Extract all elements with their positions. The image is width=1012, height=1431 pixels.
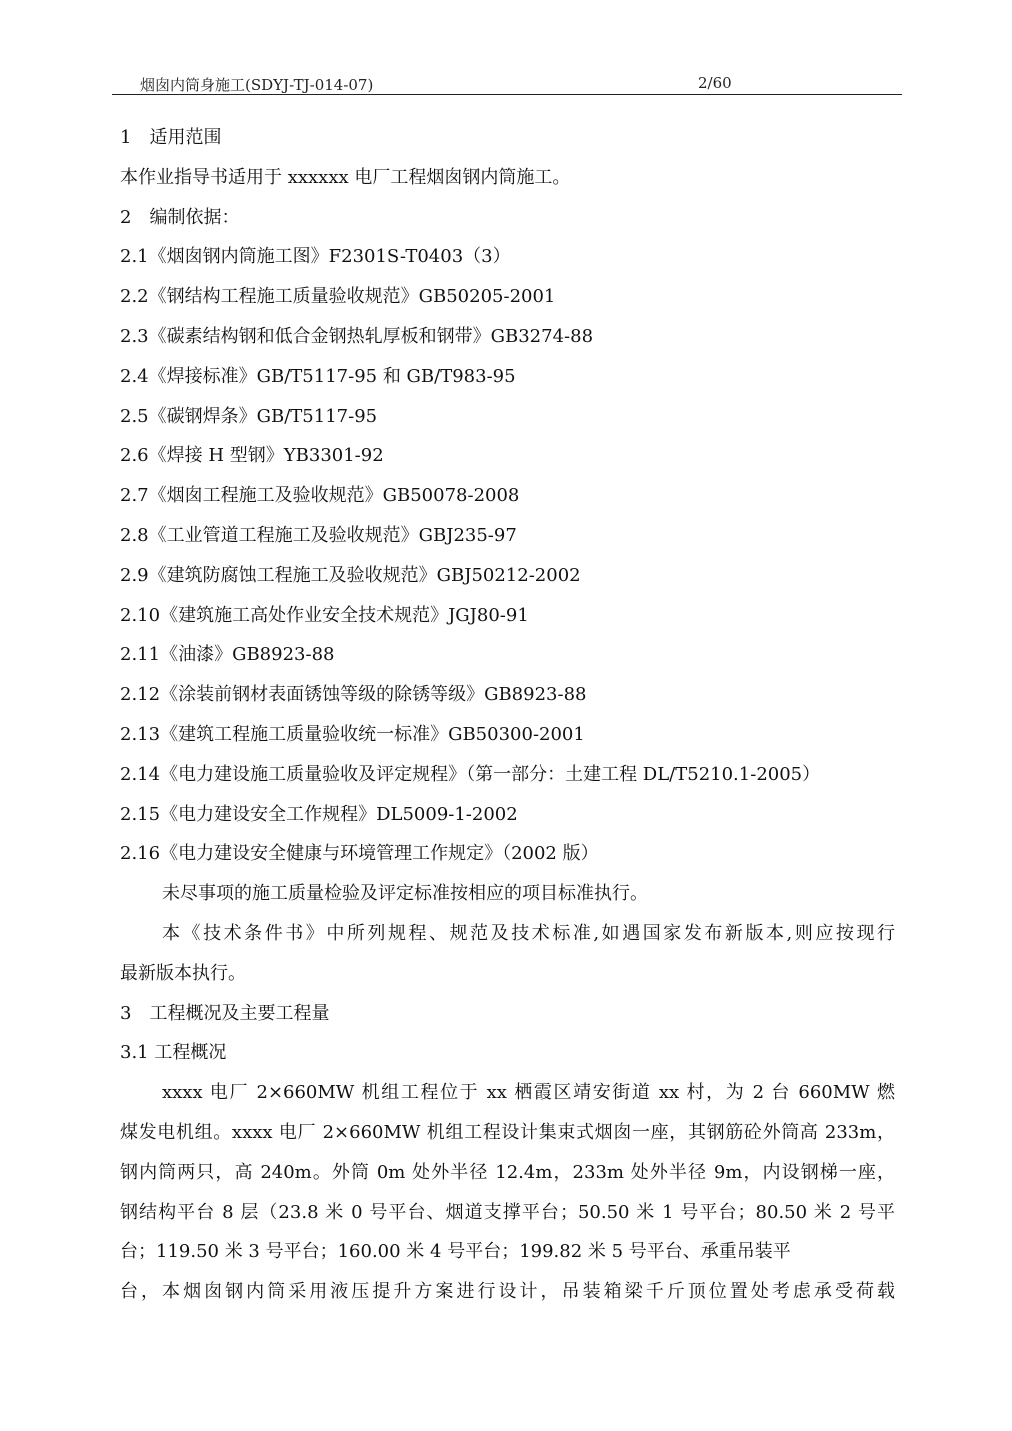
paragraph-line: 钢内筒两只，高 240m。外筒 0m 处外半径 12.4m，233m 处外半径 9m，内设钢梯一座， <box>120 1161 895 1183</box>
reference-item: 2.8《工业管道工程施工及验收规范》GBJ235-97 <box>120 524 517 546</box>
paragraph-line: 煤发电机组。xxxx 电厂 2×660MW 机组工程设计集束式烟囱一座，其钢筋砼外筒高 233m， <box>120 1121 895 1143</box>
reference-item: 2.12《涂装前钢材表面锈蚀等级的除锈等级》GB8923-88 <box>120 684 587 706</box>
page-header <box>120 70 902 94</box>
section-heading: 3 工程概况及主要工程量 <box>120 1002 330 1024</box>
paragraph-line: 台；119.50 米 3 号平台；160.00 米 4 号平台；199.82 米 5 号平台、承重吊装平 <box>120 1241 791 1263</box>
reference-item: 2.10《建筑施工高处作业安全技术规范》JGJ80-91 <box>120 604 529 626</box>
paragraph-line: 本《技术条件书》中所列规程、规范及技术标准,如遇国家发布新版本,则应按现行 <box>162 922 895 944</box>
section-heading: 1 适用范围 <box>120 127 222 148</box>
reference-item: 2.1《烟囱钢内筒施工图》F2301S-T0403（3） <box>120 246 511 268</box>
reference-item: 2.14《电力建设施工质量验收及评定规程》（第一部分：土建工程 DL/T5210.1-2005） <box>120 763 821 785</box>
page-number: 2/60 <box>698 74 732 92</box>
section-heading: 2 编制依据： <box>120 206 240 228</box>
subsection-heading: 3.1 工程概况 <box>120 1042 227 1064</box>
paragraph: 本作业指导书适用于 xxxxxx 电厂工程烟囱钢内筒施工。 <box>120 166 571 188</box>
reference-item: 2.11《油漆》GB8923-88 <box>120 644 335 666</box>
reference-item: 2.4《焊接标准》GB/T5117-95 和 GB/T983-95 <box>120 365 516 387</box>
reference-item: 2.16《电力建设安全健康与环境管理工作规定》（2002 版） <box>120 843 599 865</box>
reference-item: 2.13《建筑工程施工质量验收统一标准》GB50300-2001 <box>120 723 585 745</box>
paragraph: 未尽事项的施工质量检验及评定标准按相应的项目标准执行。 <box>162 883 648 905</box>
paragraph-line: xxxx 电厂 2×660MW 机组工程位于 xx 栖霞区靖安街道 xx 村，为 2 台 660MW 燃 <box>162 1082 895 1104</box>
reference-item: 2.9《建筑防腐蚀工程施工及验收规范》GBJ50212-2002 <box>120 564 581 586</box>
paragraph-line: 最新版本执行。 <box>120 962 246 984</box>
reference-item: 2.15《电力建设安全工作规程》DL5009-1-2002 <box>120 803 518 825</box>
reference-item: 2.2《钢结构工程施工质量验收规范》GB50205-2001 <box>120 286 556 308</box>
document-body <box>120 118 895 1312</box>
reference-item: 2.5《碳钢焊条》GB/T5117-95 <box>120 405 378 427</box>
header-title: 烟囱内筒身施工(SDYJ-TJ-014-07) <box>140 76 374 94</box>
reference-item: 2.7《烟囱工程施工及验收规范》GB50078-2008 <box>120 485 520 507</box>
paragraph-line: 钢结构平台 8 层（23.8 米 0 号平台、烟道支撑平台；50.50 米 1 号平台；80.50 米 2 号平 <box>120 1201 895 1223</box>
paragraph-line: 台，本烟囱钢内筒采用液压提升方案进行设计，吊装箱梁千斤顶位置处考虑承受荷载 <box>120 1281 895 1303</box>
header-divider <box>112 94 902 95</box>
reference-item: 2.6《焊接 H 型钢》YB3301-92 <box>120 445 384 467</box>
reference-item: 2.3《碳素结构钢和低合金钢热轧厚板和钢带》GB3274-88 <box>120 325 594 347</box>
